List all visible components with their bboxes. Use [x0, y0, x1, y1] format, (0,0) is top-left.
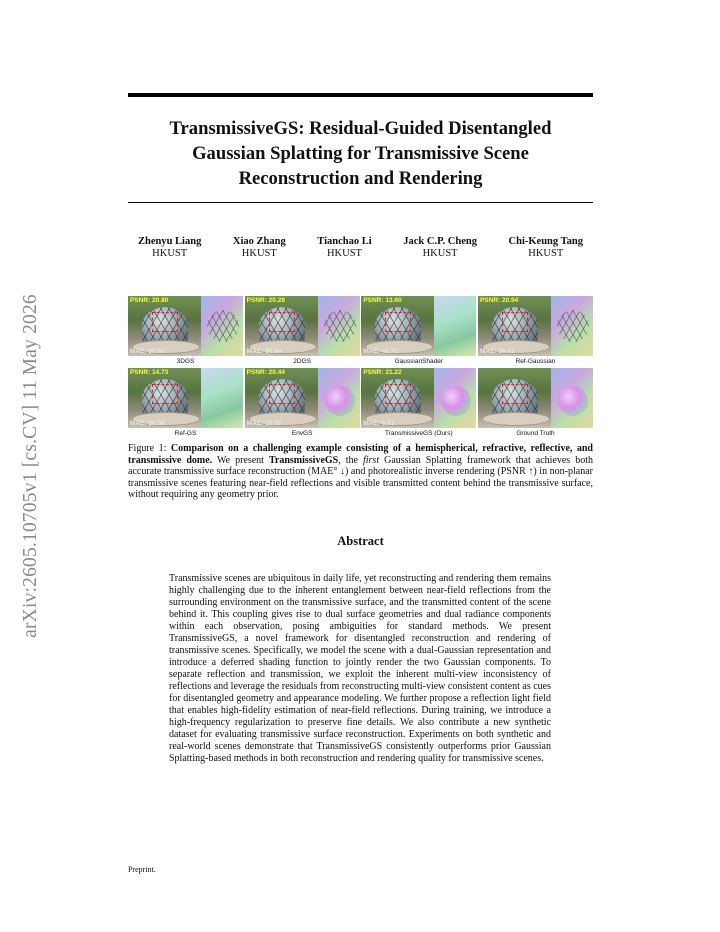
- panel-images: [361, 368, 476, 428]
- rendered-image: [128, 296, 201, 356]
- figure-panel: [361, 296, 476, 366]
- caption-text: We present: [212, 454, 269, 466]
- method-label: Ref-Gaussian: [515, 358, 556, 365]
- author-affiliation: HKUST: [528, 248, 564, 259]
- author: [317, 236, 371, 260]
- mae-label: MAE: 39.62: [130, 348, 165, 355]
- figure-panel: [478, 368, 593, 438]
- figure-panel: [478, 296, 593, 366]
- author-affiliation: HKUST: [326, 248, 362, 259]
- zoom-region-box: [152, 312, 178, 332]
- panel-images: [245, 368, 360, 428]
- psnr-label: PSNR: 21.22: [363, 369, 402, 376]
- figure-row: [128, 368, 593, 438]
- caption-bold-lead: Comparison on a challenging example consisting of a hemispherical, refractive, reflective, and transmissive dome.: [128, 443, 593, 466]
- title-line: TransmissiveGS: Residual-Guided Disentangled: [169, 118, 552, 139]
- title-line: Reconstruction and Rendering: [238, 168, 483, 189]
- author-name: Xiao Zhang: [232, 236, 286, 247]
- rendered-image: [478, 296, 551, 356]
- author-list: [128, 236, 593, 260]
- rendered-image: [361, 296, 434, 356]
- figure-row: [128, 296, 593, 366]
- psnr-label: PSNR: 14.73: [130, 369, 169, 376]
- normal-map-image: [201, 368, 243, 428]
- mae-label: MAE: 36.94: [246, 348, 282, 355]
- rendered-image: [245, 368, 318, 428]
- method-label: Ground Truth: [516, 430, 555, 437]
- panel-images: [128, 368, 243, 428]
- mae-label: MAE: 26.59: [130, 420, 165, 427]
- normal-map-image: [551, 368, 593, 428]
- normal-map-image: [434, 296, 476, 356]
- normal-map-image: [318, 368, 360, 428]
- zoom-region-box: [502, 384, 528, 404]
- panel-images: [478, 368, 593, 428]
- method-label: EnvGS: [291, 430, 313, 437]
- figure-comparison-grid: [128, 296, 593, 438]
- zoom-region-box: [502, 312, 528, 332]
- arxiv-identifier: [16, 256, 46, 676]
- panel-images: [245, 296, 360, 356]
- mae-label: MAE: 18.22: [246, 420, 282, 427]
- dome-base: [482, 412, 550, 426]
- panel-images: [361, 296, 476, 356]
- psnr-label: PSNR: 20.44: [246, 369, 285, 376]
- author: [403, 236, 477, 260]
- normal-map-image: [434, 368, 476, 428]
- caption-text: Gaussian Splatting framework that achieves both accurate transmissive surface reconstruction (MAE° ↓) and photorealistic inverse rendering (PSNR ↑) in non-planar transmissive scenes featuring near-field reflections and visible transmitted content behind the transmissive surface, without requiring any geometry prior.: [128, 454, 593, 501]
- author-affiliation: HKUST: [422, 248, 458, 259]
- zoom-region-box: [385, 312, 411, 332]
- author-name: Tianchao Li: [317, 236, 372, 247]
- normal-map-image: [318, 296, 360, 356]
- figure-panel: [361, 368, 476, 438]
- psnr-label: PSNR: 13.60: [363, 297, 402, 304]
- psnr-label: PSNR: 20.80: [130, 297, 169, 304]
- caption-method: TransmissiveGS: [268, 454, 339, 466]
- rendered-image: [361, 368, 434, 428]
- author-affiliation: HKUST: [241, 248, 277, 259]
- psnr-label: PSNR: 20.94: [479, 297, 519, 304]
- mae-label: MAE: 41.71: [363, 348, 398, 355]
- figure-panel: [245, 296, 360, 366]
- paper-title: [128, 116, 593, 191]
- footer-note: Preprint.: [128, 865, 156, 874]
- mae-label: MAE: 39.47: [479, 348, 515, 355]
- panel-images: [478, 296, 593, 356]
- method-label: Ref-GS: [174, 430, 197, 437]
- method-label: TransmissiveGS (Ours): [384, 430, 453, 437]
- figure-caption: [128, 443, 593, 501]
- abstract-body: Transmissive scenes are ubiquitous in daily life, yet reconstructing and rendering them remains highly challenging due to the inherent entanglement between near-field reflections from the surrounding environment on the transmissive surface, and the transmitted content of the scene behind it. This coupling gives rise to dual surface geometries and dual radiance components within each observation, posing ambiguities for standard methods. We present TransmissiveGS, a novel framework for disentangled reconstruction and rendering of transmissive scenes. Specifically, we model the scene with a dual-Gaussian representation and introduce a deferred shading function to jointly render the two Gaussian components. To separate reflection and transmission, we exploit the inherent multi-view inconsistency of reflections and leverage the residuals from reconstructing multi-view consistent content as cues for disentangled geometry and appearance modeling. We further propose a reflection light field that enables high-fidelity estimation of near-field reflections. During training, we introduce a high-frequency regularization to preserve fine details. We also contribute a new synthetic dataset for evaluating transmissive surface reconstruction. Experiments on both synthetic and real-world scenes demonstrate that TransmissiveGS consistently outperforms prior Gaussian Splatting-based methods in both reconstruction and rendering quality for transmissive scenes.: [169, 573, 551, 764]
- caption-prefix: Figure 1:: [128, 443, 171, 454]
- rendered-image: [128, 368, 201, 428]
- author: [138, 236, 201, 260]
- zoom-region-box: [152, 384, 178, 404]
- abstract-heading: Abstract: [337, 534, 384, 548]
- author: [509, 236, 583, 260]
- rendered-image: [245, 296, 318, 356]
- method-label: 2DGS: [293, 358, 311, 365]
- title-top-rule: [128, 93, 593, 97]
- caption-text: , the: [338, 454, 363, 466]
- zoom-region-box: [269, 384, 295, 404]
- method-label: 3DGS: [176, 358, 195, 365]
- method-label: GaussianShader: [394, 358, 444, 365]
- zoom-region-box: [269, 312, 295, 332]
- zoom-region-box: [385, 384, 411, 404]
- mae-label: MAE: 6.61: [363, 420, 395, 427]
- normal-map-image: [551, 296, 593, 356]
- caption-emphasis: first: [362, 454, 380, 466]
- figure-panel: [128, 368, 243, 438]
- psnr-label: PSNR: 20.28: [246, 297, 285, 304]
- panel-images: [128, 296, 243, 356]
- arxiv-identifier-text: arXiv:2605.10705v1 [cs.CV] 11 May 2026: [20, 294, 42, 638]
- title-line: Gaussian Splatting for Transmissive Scene: [192, 143, 529, 164]
- rendered-image: [478, 368, 551, 428]
- figure-panel: [245, 368, 360, 438]
- author: [233, 236, 286, 260]
- normal-map-image: [201, 296, 243, 356]
- author-name: Zhenyu Liang: [138, 236, 202, 247]
- author-affiliation: HKUST: [152, 248, 188, 259]
- author-name: Jack C.P. Cheng: [403, 236, 477, 247]
- figure-panel: [128, 296, 243, 366]
- author-name: Chi-Keung Tang: [508, 236, 583, 247]
- title-bottom-rule: [128, 202, 593, 203]
